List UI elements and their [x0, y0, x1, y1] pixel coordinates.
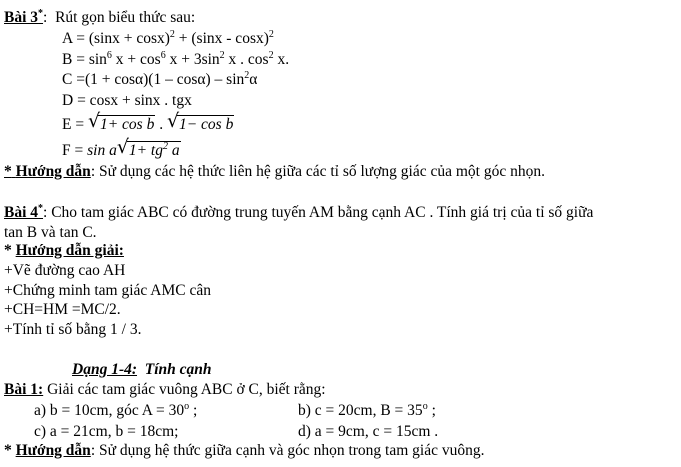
expr-E: E = √ 1+ cos b . √ 1− cos b	[62, 110, 234, 133]
bai1-d: d) a = 9cm, c = 15cm .	[298, 423, 439, 440]
dang-title: Tính cạnh	[144, 361, 212, 378]
sqrt-E2: √ 1− cos b	[166, 110, 234, 133]
expr-B: $B = \sin^6 x + \cos^6 x + 3\sin^2$ x . $\cos^2 x$.	[62, 50, 290, 68]
hint-2-label: Hướng dẫn	[15, 442, 91, 459]
bai4-hint-label: Hướng dẫn giải:	[15, 242, 124, 259]
bai1-heading: Bài 1: Giải các tam giác vuông ABC ở C, biết rằng:	[4, 381, 326, 398]
dang-heading	[72, 362, 212, 378]
hint-1-label: * Hướng dẫn	[4, 163, 91, 180]
dang-label: Dạng 1-4:	[72, 361, 138, 378]
bai1-b: b) c = 20cm, $B = 35^o$ ;	[298, 401, 436, 419]
bai4-line2: tan B và tan C.	[4, 224, 97, 241]
bai4-line1: Bài 4*: Cho tam giác ABC có đường trung tuyến AM bằng cạnh AC . Tính giá trị của tỉ số giữa	[4, 203, 594, 221]
bai3-label: Bài 3*	[4, 8, 44, 26]
bai1-label: Bài 1:	[4, 381, 44, 398]
bai1-a: a) b = 10cm, góc $A = 30^o$ ;	[34, 401, 198, 419]
expr-F: F = sin a √ $1+ tg^2$ a	[62, 136, 180, 159]
expr-C: $C =(1 + \cos\alpha)(1 - \cos\alpha) - \sin^2\alpha$	[62, 70, 258, 88]
sqrt-E1: √ 1+ cos b	[87, 110, 155, 133]
bai1-c: c) a = 21cm, b = 18cm;	[34, 423, 179, 440]
bai4-hint: * Hướng dẫn giải:	[4, 242, 124, 259]
bai4-step-1: +Vẽ đường cao AH	[4, 262, 126, 279]
hint-2: * Hướng dẫn: Sử dụng hệ thức giữa cạnh và góc nhọn trong tam giác vuông.	[4, 442, 485, 459]
bai4-step-2: +Chứng minh tam giác AMC cân	[4, 282, 211, 299]
bai3-heading: Bài 3*: Rút gọn biểu thức sau:	[4, 8, 196, 26]
sqrt-F: √ $1+ tg^2$ a	[116, 136, 180, 159]
bai4-step-3: +CH=HM =MC/2.	[4, 301, 121, 318]
bai4-step-4: +Tính tỉ số bằng 1 / 3.	[4, 321, 142, 338]
bai3-title: Rút gọn biểu thức sau:	[55, 9, 196, 26]
hint-1: * Hướng dẫn: Sử dụng các hệ thức liên hệ giữa các tỉ số lượng giác của một góc nhọn.	[4, 163, 545, 180]
expr-A: $A = (\sin x + \cos x)^2 + (\sin x - \cos x)^2$	[62, 29, 274, 47]
expr-D: D = cosx + sinx . tgx	[62, 92, 192, 109]
bai4-label: Bài 4*	[4, 203, 44, 221]
